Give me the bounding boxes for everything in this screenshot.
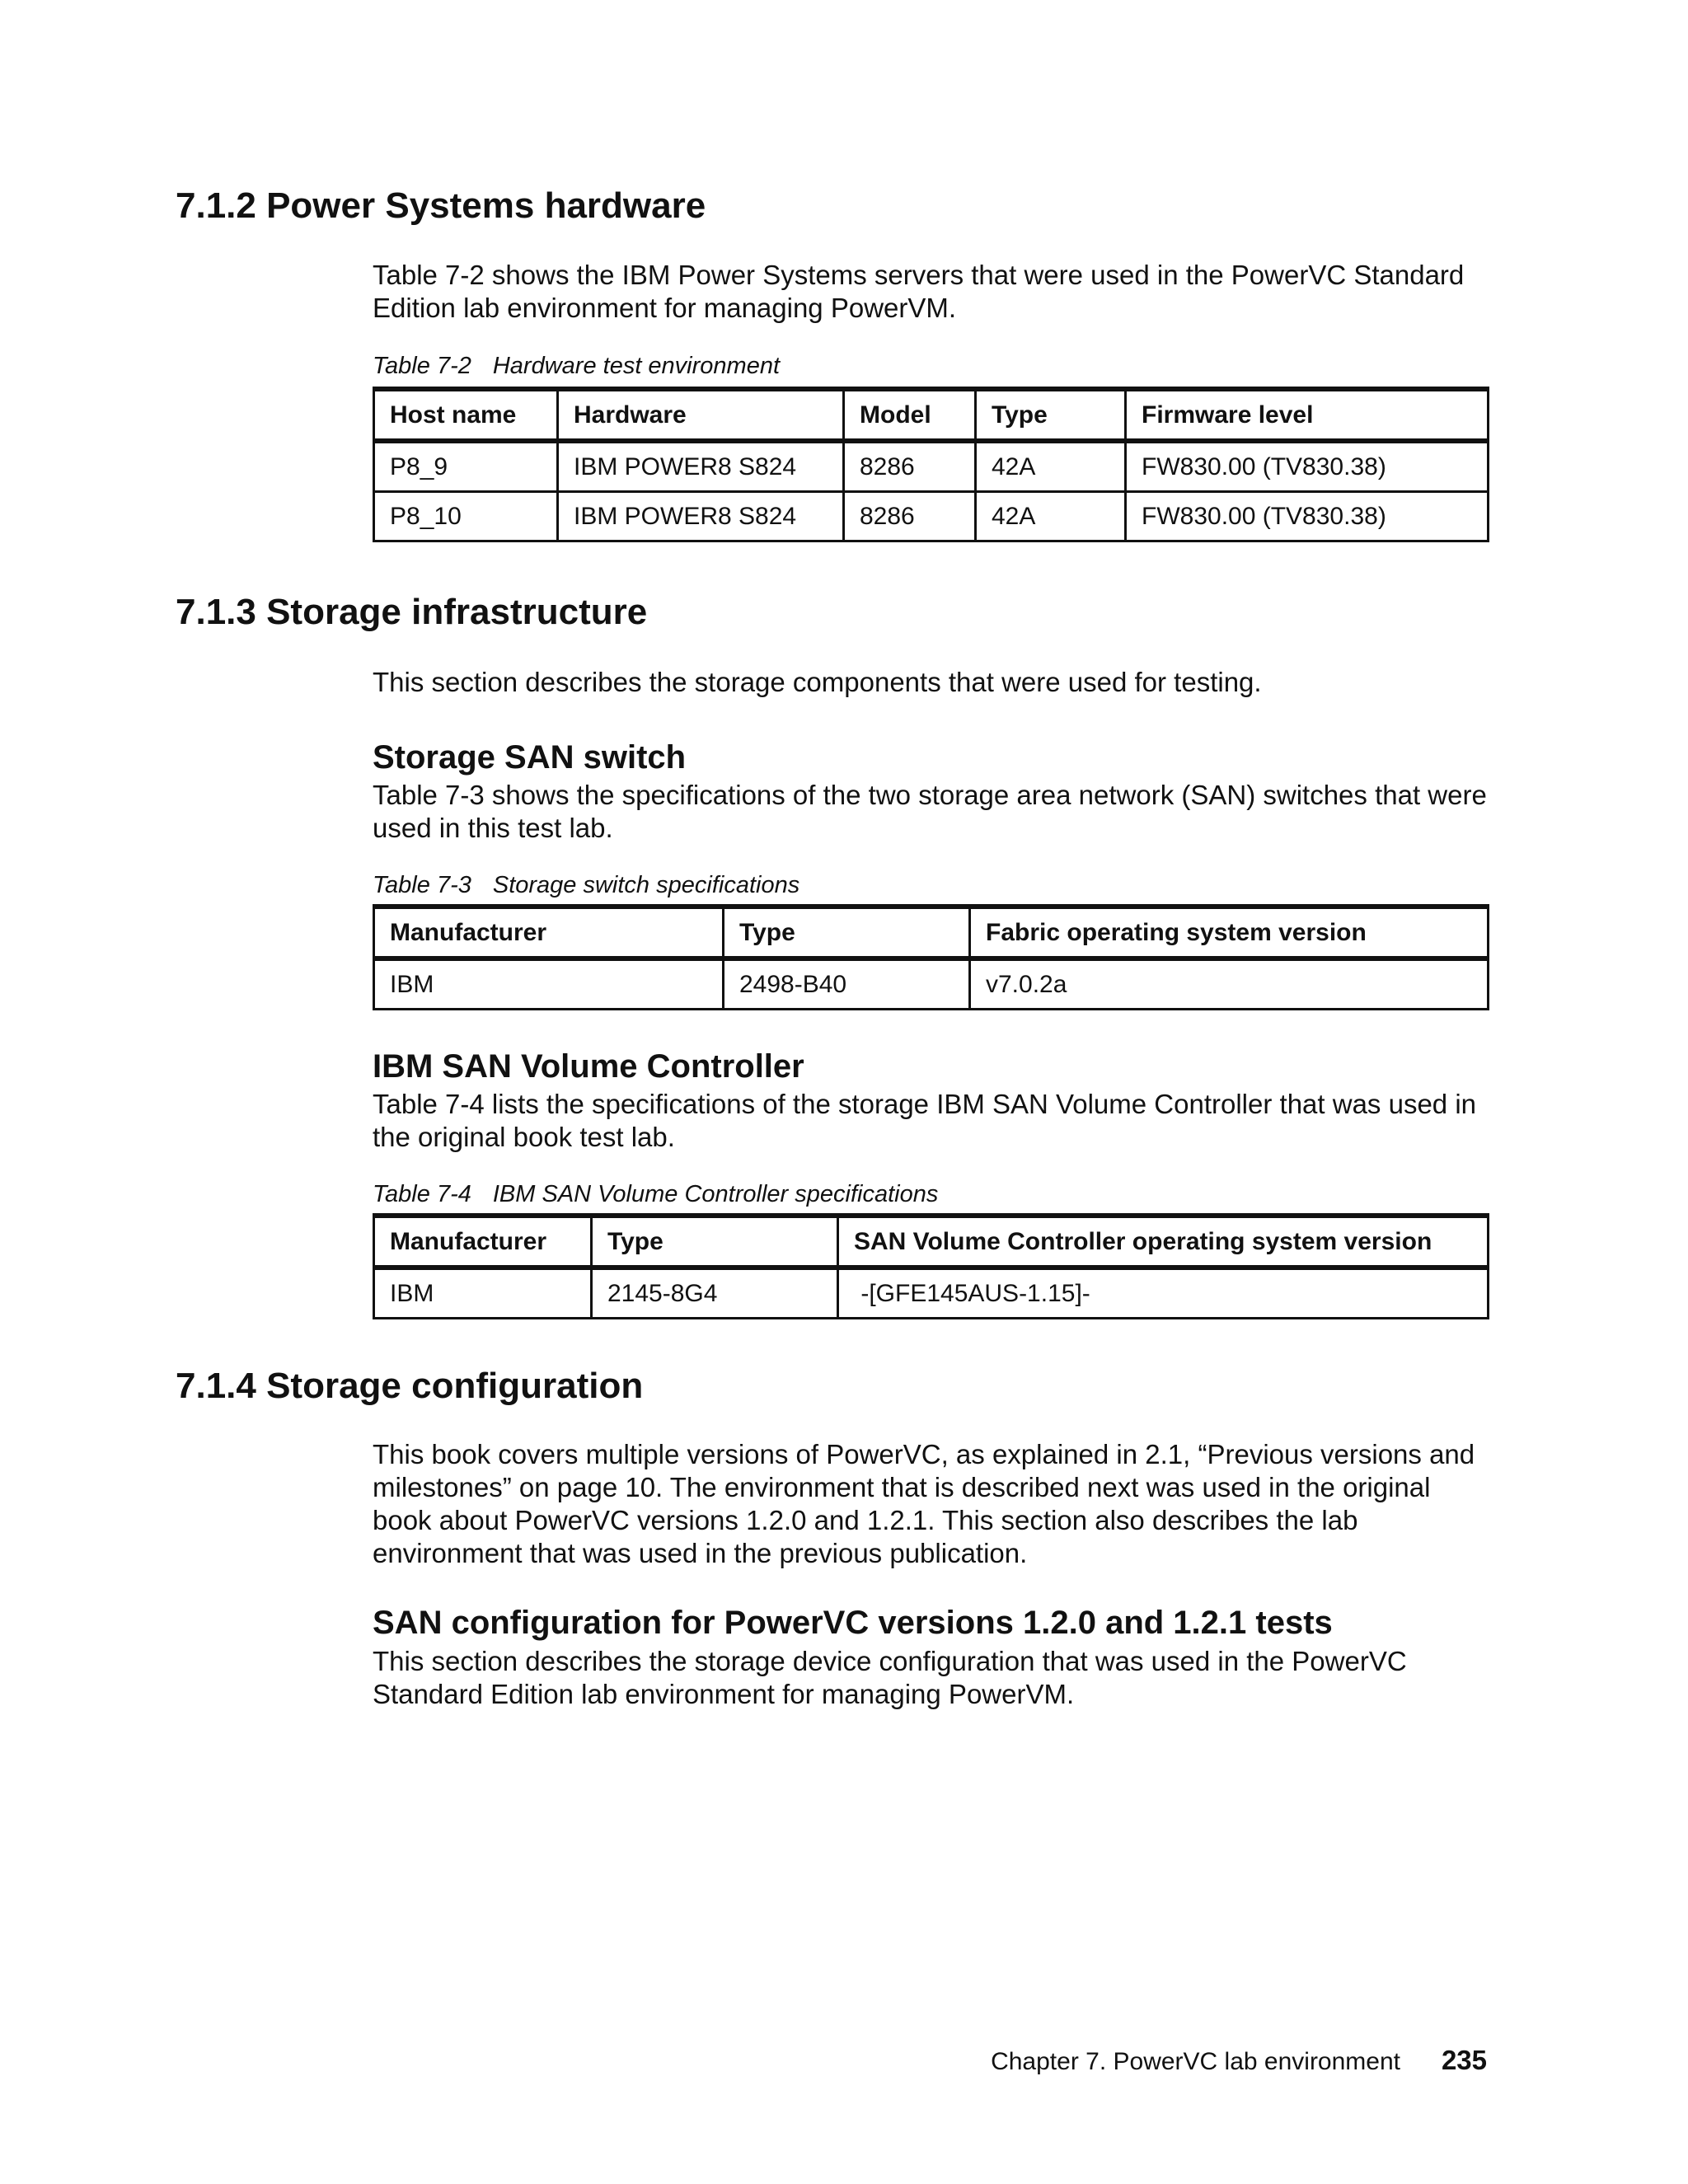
hardware-table (373, 387, 1489, 542)
table-header-row (374, 907, 1489, 958)
table-cell: IBM (374, 958, 724, 1010)
table-row (374, 958, 1489, 1010)
table-cell: 42A (976, 492, 1126, 541)
column-header: Model (844, 389, 976, 441)
table-caption-7-2 (373, 351, 780, 381)
table-title: Hardware test environment (492, 353, 781, 379)
table-cell: 8286 (844, 492, 976, 541)
table-label: Table 7-2 (373, 353, 471, 379)
column-header: Fabric operating system version (970, 907, 1489, 958)
page-number: 235 (1441, 2045, 1487, 2075)
footer-chapter: Chapter 7. PowerVC lab environment (991, 2048, 1400, 2075)
section-intro-7-1-2: Table 7-2 shows the IBM Power Systems servers that were used in the PowerVC Standard Edition lab environment for managing PowerVM. (373, 260, 1465, 323)
column-header: Hardware (558, 389, 844, 441)
table-caption-7-3 (373, 870, 799, 900)
table-cell: P8_10 (374, 492, 558, 541)
column-header: Type (976, 389, 1126, 441)
table-cell: FW830.00 (TV830.38) (1126, 492, 1489, 541)
table-row (374, 1268, 1489, 1319)
subsection-heading-svc: IBM SAN Volume Controller (373, 1048, 804, 1085)
table-cell: -[GFE145AUS-1.15]- (838, 1268, 1489, 1319)
table-caption-7-4 (373, 1179, 938, 1209)
table-cell: 42A (976, 441, 1126, 492)
subsection-heading-san-config: SAN configuration for PowerVC versions 1.2.0 and 1.2.1 tests (373, 1605, 1333, 1641)
table-cell: 8286 (844, 441, 976, 492)
table-label: Table 7-4 (373, 1181, 471, 1207)
table-header-row (374, 389, 1489, 441)
table-cell: P8_9 (374, 441, 558, 492)
table-title: IBM SAN Volume Controller specifications (492, 1181, 939, 1207)
table-cell: FW830.00 (TV830.38) (1126, 441, 1489, 492)
table-row (374, 492, 1489, 541)
subsection-intro-san-config: This section describes the storage device configuration that was used in the PowerVC Standard Edition lab environment for managing PowerVM. (373, 1646, 1407, 1709)
table-label: Table 7-3 (373, 872, 471, 898)
subsection-intro-svc: Table 7-4 lists the specifications of the storage IBM SAN Volume Controller that was used in the original book test lab. (373, 1089, 1476, 1152)
table-title: Storage switch specifications (492, 872, 800, 898)
section-heading-7-1-3: 7.1.3 Storage infrastructure (176, 592, 648, 632)
table-row (374, 441, 1489, 492)
storage-switch-table (373, 904, 1489, 1010)
subsection-heading-san-switch: Storage SAN switch (373, 739, 687, 776)
column-header: Manufacturer (374, 1216, 592, 1268)
table-cell: IBM POWER8 S824 (558, 441, 844, 492)
svc-table (373, 1213, 1489, 1319)
section-heading-7-1-2: 7.1.2 Power Systems hardware (176, 185, 706, 226)
column-header: Host name (374, 389, 558, 441)
section-intro-7-1-4: This book covers multiple versions of PowerVC, as explained in 2.1, “Previous versions and milestones” on page 10. The environment that is described next was used in the original book about PowerVC versions 1.2.0 and 1.2.1. This section also describes the lab environment that was used in the previous publication. (373, 1439, 1475, 1568)
table-cell: IBM (374, 1268, 592, 1319)
table-cell: 2498-B40 (724, 958, 970, 1010)
section-intro-7-1-3: This section describes the storage components that were used for testing. (373, 667, 1262, 697)
column-header: SAN Volume Controller operating system version (838, 1216, 1489, 1268)
table-cell: IBM POWER8 S824 (558, 492, 844, 541)
column-header: Manufacturer (374, 907, 724, 958)
column-header: Firmware level (1126, 389, 1489, 441)
column-header: Type (724, 907, 970, 958)
table-header-row (374, 1216, 1489, 1268)
section-heading-7-1-4: 7.1.4 Storage configuration (176, 1366, 644, 1406)
table-cell: v7.0.2a (970, 958, 1489, 1010)
column-header: Type (592, 1216, 838, 1268)
subsection-intro-san-switch: Table 7-3 shows the specifications of the two storage area network (SAN) switches that were used in this test lab. (373, 780, 1487, 843)
table-cell: 2145-8G4 (592, 1268, 838, 1319)
